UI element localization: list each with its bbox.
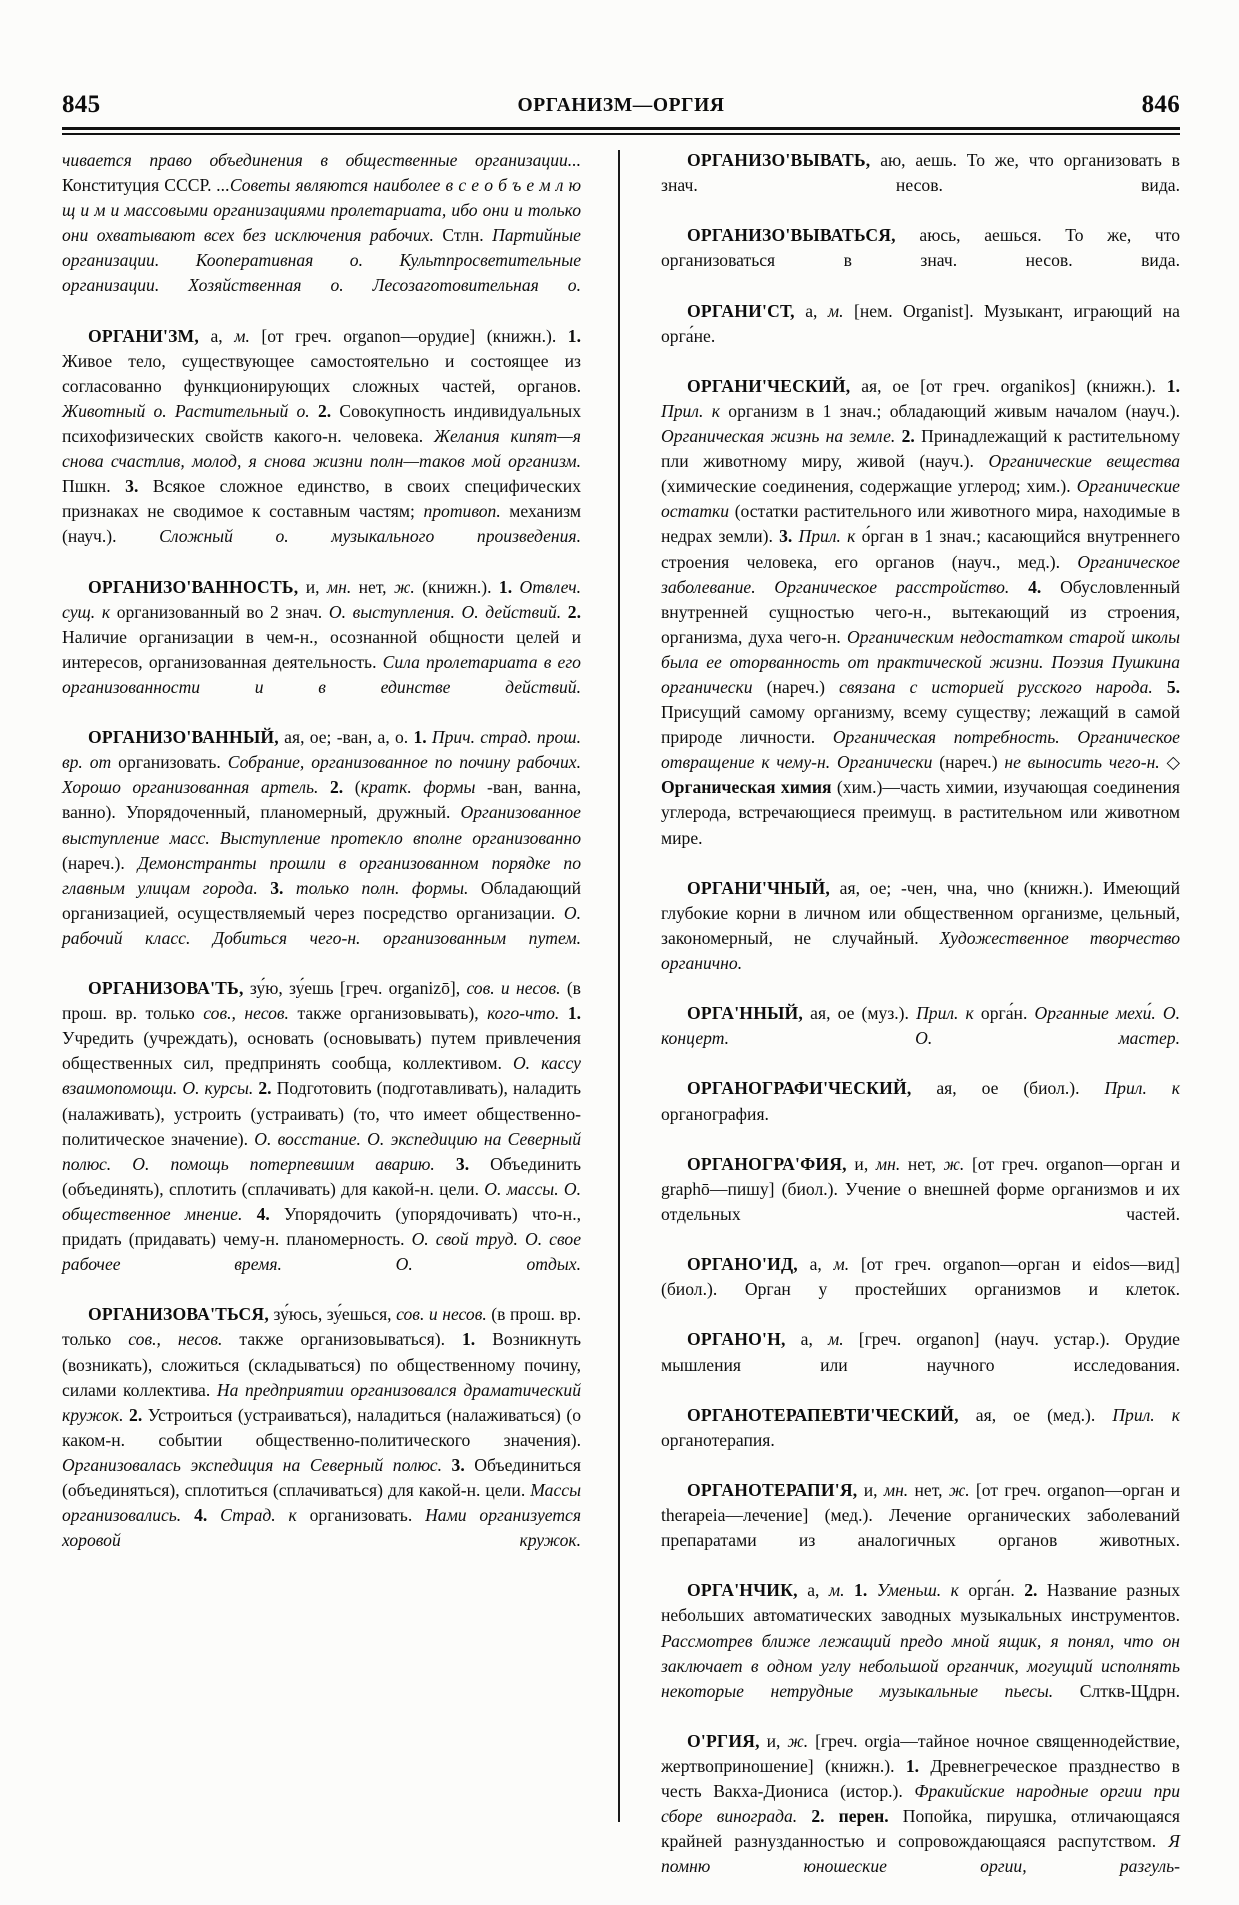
running-head: ОРГАНИЗМ—ОРГИЯ [517,95,725,116]
entry-continuation: чивается право объединения в общественные организации... Конституция СССР. ...Советы являются наиболее в с е о б ъ е м л ю щ и м и массовыми организациями пролетариата, ибо они и только они охватывают всех без исключения рабочих. Стлн. Партийные организации. Кооперативная о. Культпросветительные организации. Хозяйственная о. Лесозаготовительная о. [62,150,581,296]
dictionary-entry-organoterapevticheskij: ОРГАНОТЕРАПЕВТИ'ЧЕСКИЙ, ая, ое (мед.). Прил. к органотерапия. [661,1404,1180,1450]
page-header [62,88,1180,122]
dictionary-entry-organizovyvatsya: ОРГАНИЗО'ВЫВАТЬСЯ, аюсь, аешься. То же, что организоваться в знач. несов. вида. [661,225,1180,271]
folio-right: 846 [1141,91,1180,118]
dictionary-entry-organizm: ОРГАНИ'ЗМ, а, м. [от греч. organon—орудие] (книжн.). 1. Живое тело, существующее самостоятельно и состоящее из согласованно функционирующих сложных частей, органов. Животный о. Растительный о. 2. Совокупность индивидуальных психофизических свойств какого-н. человека. Желания кипят—я снова счастлив, молод, я снова жизни полн—таков мой организм. Пшкн. 3. Всякое сложное единство, в своих специфических признаках не сводимое к составным частям; противоп. механизм (науч.). Сложный о. музыкального произведения. [62,325,582,547]
dictionary-entry-organnyj: ОРГА'ННЫЙ, ая, ое (муз.). Прил. к орга́н. Органные мехи́. О. концерт. О. мастер. [661,1003,1180,1049]
dictionary-entry-organografiya: ОРГАНОГРА'ФИЯ, и, мн. нет, ж. [от греч. organon—орган и graphō—пишу] (биол.). Учение о внешней форме организмов и их отдельных частей. [661,1153,1180,1224]
dictionary-entry-organchik: ОРГА'НЧИК, а, м. 1. Уменьш. к орга́н. 2. Название разных небольших автоматических заводных музыкальных инструментов. Рассмотрев ближе лежащий предо мной ящик, я понял, что он заключает в одном углу небольшой органчик, могущий исполнять некоторые нетрудные музыкальные пьесы. Слткв-Щдрн. [661,1580,1181,1701]
header-rule-thick [62,127,1180,130]
column-left [62,148,581,1848]
dictionary-entry-orgiya: О'РГИЯ, и, ж. [греч. orgia—тайное ночное священнодействие, жертвоприношение] (книжн.). 1. Древнегреческое празднество в честь Вакха-Диониса (истор.). Фракийские народные оргии при сборе винограда. 2. перен. Попойка, пирушка, отличающаяся крайней разнузданностью и сопровождающаяся распутством. Я помню юношеские оргии, разгуль- [661,1730,1181,1877]
header-rule [62,127,1180,135]
dictionary-entry-organist: ОРГАНИ'СТ, а, м. [нем. Organist]. Музыкант, играющий на орга́не. [661,300,1180,346]
dictionary-entry-organograficheskij: ОРГАНОГРАФИ'ЧЕСКИЙ, ая, ое (биол.). Прил. к органография. [661,1078,1180,1124]
dictionary-entry-organizovat: ОРГАНИЗОВА'ТЬ, зу́ю, зу́ешь [греч. organizō], сов. и несов. (в прош. вр. только сов., несов. также организовывать), кого-что. 1. Учредить (учреждать), основать (основывать) путем привлечения общественных сил, предпринять сообща, коллективом. О. кассу взаимопомощи. О. курсы. 2. Подготовить (подготавливать), наладить (налаживать), устроить (устраивать) (то, что имеет общественно-политическое значение). О. восстание. О. экспедицию на Северный полюс. О. помощь потерпевшим аварию. 3. Объединить (объединять), сплотить (сплачивать) для какой-н. цели. О. массы. О. общественное мнение. 4. Упорядочить (упорядочивать) что-н., придать (придавать) чему-н. планомерность. О. свой труд. О. свое рабочее время. О. отдых. [62,978,582,1275]
dictionary-entry-organizovyvat: ОРГАНИЗО'ВЫВАТЬ, аю, аешь. То же, что организовать в знач. несов. вида. [661,150,1180,196]
header-rule-thin [62,133,1180,135]
dictionary-entry-organizovatsya: ОРГАНИЗОВА'ТЬСЯ, зу́юсь, зу́ешься, сов. и несов. (в прош. вр. только сов., несов. также организовываться). 1. Возникнуть (возникать), сложиться (складываться) по общественному почину, силами коллектива. На предприятии организовался драматический кружок. 2. Устроиться (устраиваться), наладиться (налаживаться) (о каком-н. событии общественно-политического значения). Организовалась экспедиция на Северный полюс. 3. Объединиться (объединяться), сплотиться (сплачиваться) для какой-н. цели. Массы организовались. 4. Страд. к организовать. Нами организуется хоровой кружок. [62,1304,582,1551]
columns-container [62,148,1181,1877]
dictionary-entry-organon: ОРГАНО'Н, а, м. [греч. organon] (науч. устар.). Орудие мышления или научного исследования. [661,1329,1180,1375]
dictionary-entry-organichnyj: ОРГАНИ'ЧНЫЙ, ая, ое; -чен, чна, чно (книжн.). Имеющий глубокие корни в личном или общественном организме, цельный, закономерный, не случайный. Художественное творчество органично. [661,877,1180,973]
dictionary-entry-organoid: ОРГАНО'ИД, а, м. [от греч. organon—орган и eidos—вид] (биол.). Орган у простейших организмов и клеток. [661,1254,1180,1300]
dictionary-entry-organizovannyj: ОРГАНИЗО'ВАННЫЙ, ая, ое; -ван, а, о. 1. Прич. страд. прош. вр. от организовать. Собрание, организованное по почину рабочих. Хорошо организованная артель. 2. (кратк. формы -ван, ванна, ванно). Упорядоченный, планомерный, дружный. Организованное выступление масс. Выступление протекло вполне организованно (нареч.). Демонстранты прошли в организованном порядке по главным улицам города. 3. только полн. формы. Обладающий организацией, осуществляемый через посредство организации. О. рабочий класс. Добиться чего-н. организованным путем. [62,727,582,948]
folio-left: 845 [62,91,101,118]
dictionary-entry-organicheskij: ОРГАНИ'ЧЕСКИЙ, ая, ое [от греч. organikos] (книжн.). 1. Прил. к организм в 1 знач.; обладающий живым началом (науч.). Органическая жизнь на земле. 2. Принадлежащий к растительному пли животному миру, живой (науч.). Органические вещества (химические соединения, содержащие углерод; хим.). Органические остатки (остатки растительного или животного мира, находимые в недрах земли). 3. Прил. к о́рган в 1 знач.; касающийся внутреннего строения человека, его органов (науч., мед.). Органическое заболевание. Органическое расстройство. 4. Обусловленный внутренней сущностью чего-н., вытекающий из строения, организма, духа чего-н. Органическим недостатком старой школы была ее оторванность от практической жизни. Поэзия Пушкина органически (нареч.) связана с историей русского народа. 5. Присущий самому организму, всему существу; лежащий в самой природе личности. Органическая потребность. Органическое отвращение к чему-н. Органически (нареч.) не выносить чего-н. ◇ Органическая химия (хим.)—часть химии, изучающая соединения углерода, встречающиеся преимущ. в растительном или животном мире. [661,375,1181,848]
column-right [661,148,1181,1877]
column-divider [618,150,620,1822]
dictionary-entry-organoterapiya: ОРГАНОТЕРАПИ'Я, и, мн. нет, ж. [от греч. organon—орган и therapeia—лечение] (мед.). Лечение органических заболеваний препаратами из аналогичных органов животных. [661,1479,1180,1551]
dictionary-entry-organizovannost: ОРГАНИЗО'ВАННОСТЬ, и, мн. нет, ж. (книжн.). 1. Отвлеч. сущ. к организованный во 2 знач. О. выступления. О. действий. 2. Наличие организации в чем-н., осознанной общности целей и интересов, организованная деятельность. Сила пролетариата в его организованности и в единстве действий. [62,576,582,697]
